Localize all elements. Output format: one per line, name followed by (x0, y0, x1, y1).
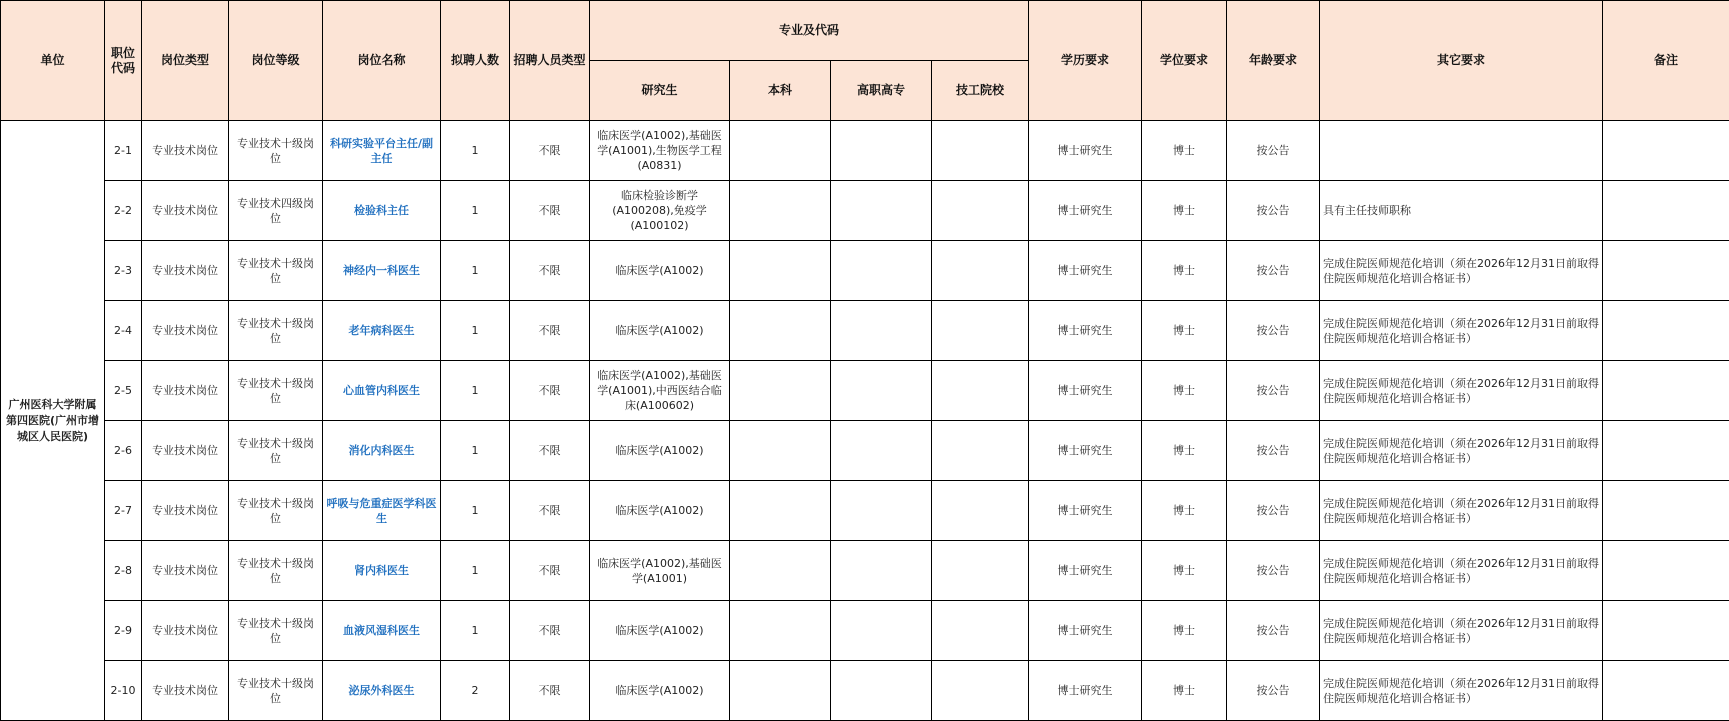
header-category: 招聘人员类型 (510, 1, 590, 121)
grad-major-cell: 临床医学(A1002) (590, 301, 730, 361)
level-cell: 专业技术十级岗位 (229, 421, 323, 481)
bachelor-cell (730, 241, 831, 301)
technical-cell (932, 301, 1029, 361)
category-cell: 不限 (510, 421, 590, 481)
position-name-cell: 检验科主任 (323, 181, 441, 241)
grad-major-cell: 临床医学(A1002),基础医学(A1001),生物医学工程(A0831) (590, 121, 730, 181)
unit-name-cell: 广州医科大学附属第四医院(广州市增城区人民医院) (1, 121, 105, 721)
degree-cell: 博士 (1142, 481, 1227, 541)
code-cell: 2-9 (105, 601, 142, 661)
education-cell: 博士研究生 (1029, 421, 1142, 481)
type-cell: 专业技术岗位 (142, 301, 229, 361)
education-cell: 博士研究生 (1029, 181, 1142, 241)
table-row (1, 361, 1729, 421)
degree-cell: 博士 (1142, 541, 1227, 601)
count-cell: 1 (441, 421, 510, 481)
remark-cell (1603, 541, 1729, 601)
technical-cell (932, 421, 1029, 481)
bachelor-cell (730, 181, 831, 241)
age-cell: 按公告 (1227, 601, 1320, 661)
header-remark: 备注 (1603, 1, 1729, 121)
table-row (1, 241, 1729, 301)
table-body (1, 121, 1729, 721)
position-name-cell: 科研实验平台主任/副主任 (323, 121, 441, 181)
header-age: 年龄要求 (1227, 1, 1320, 121)
header-unit: 单位 (1, 1, 105, 121)
header-count: 拟聘人数 (441, 1, 510, 121)
degree-cell: 博士 (1142, 301, 1227, 361)
code-cell: 2-10 (105, 661, 142, 721)
degree-cell: 博士 (1142, 121, 1227, 181)
vocational-cell (831, 661, 932, 721)
bachelor-cell (730, 301, 831, 361)
remark-cell (1603, 361, 1729, 421)
other-requirement-cell: 完成住院医师规范化培训（须在2026年12月31日前取得住院医师规范化培训合格证书） (1320, 481, 1603, 541)
category-cell: 不限 (510, 601, 590, 661)
technical-cell (932, 361, 1029, 421)
remark-cell (1603, 301, 1729, 361)
table-row (1, 121, 1729, 181)
vocational-cell (831, 361, 932, 421)
code-cell: 2-1 (105, 121, 142, 181)
education-cell: 博士研究生 (1029, 121, 1142, 181)
age-cell: 按公告 (1227, 421, 1320, 481)
remark-cell (1603, 121, 1729, 181)
category-cell: 不限 (510, 481, 590, 541)
remark-cell (1603, 661, 1729, 721)
type-cell: 专业技术岗位 (142, 361, 229, 421)
table-row (1, 661, 1729, 721)
position-name-cell: 心血管内科医生 (323, 361, 441, 421)
code-cell: 2-2 (105, 181, 142, 241)
level-cell: 专业技术十级岗位 (229, 241, 323, 301)
degree-cell: 博士 (1142, 421, 1227, 481)
count-cell: 1 (441, 181, 510, 241)
vocational-cell (831, 421, 932, 481)
level-cell: 专业技术十级岗位 (229, 361, 323, 421)
category-cell: 不限 (510, 301, 590, 361)
level-cell: 专业技术十级岗位 (229, 121, 323, 181)
education-cell: 博士研究生 (1029, 301, 1142, 361)
count-cell: 1 (441, 241, 510, 301)
technical-cell (932, 481, 1029, 541)
vocational-cell (831, 301, 932, 361)
education-cell: 博士研究生 (1029, 241, 1142, 301)
type-cell: 专业技术岗位 (142, 661, 229, 721)
header-type: 岗位类型 (142, 1, 229, 121)
header-education: 学历要求 (1029, 1, 1142, 121)
other-requirement-cell: 完成住院医师规范化培训（须在2026年12月31日前取得住院医师规范化培训合格证书） (1320, 241, 1603, 301)
age-cell: 按公告 (1227, 121, 1320, 181)
type-cell: 专业技术岗位 (142, 481, 229, 541)
position-name-cell: 肾内科医生 (323, 541, 441, 601)
table-row (1, 301, 1729, 361)
category-cell: 不限 (510, 241, 590, 301)
type-cell: 专业技术岗位 (142, 421, 229, 481)
position-name-cell: 泌尿外科医生 (323, 661, 441, 721)
other-requirement-cell: 完成住院医师规范化培训（须在2026年12月31日前取得住院医师规范化培训合格证书） (1320, 301, 1603, 361)
other-requirement-cell: 完成住院医师规范化培训（须在2026年12月31日前取得住院医师规范化培训合格证书） (1320, 601, 1603, 661)
header-bachelor: 本科 (730, 61, 831, 121)
remark-cell (1603, 241, 1729, 301)
header-technical: 技工院校 (932, 61, 1029, 121)
age-cell: 按公告 (1227, 481, 1320, 541)
grad-major-cell: 临床医学(A1002),基础医学(A1001) (590, 541, 730, 601)
other-requirement-cell: 完成住院医师规范化培训（须在2026年12月31日前取得住院医师规范化培训合格证书） (1320, 661, 1603, 721)
count-cell: 2 (441, 661, 510, 721)
code-cell: 2-7 (105, 481, 142, 541)
header-name: 岗位名称 (323, 1, 441, 121)
bachelor-cell (730, 601, 831, 661)
grad-major-cell: 临床医学(A1002) (590, 421, 730, 481)
code-cell: 2-3 (105, 241, 142, 301)
technical-cell (932, 661, 1029, 721)
technical-cell (932, 181, 1029, 241)
bachelor-cell (730, 661, 831, 721)
header-major-group: 专业及代码 (590, 1, 1029, 61)
level-cell: 专业技术四级岗位 (229, 181, 323, 241)
table-row (1, 481, 1729, 541)
remark-cell (1603, 481, 1729, 541)
technical-cell (932, 241, 1029, 301)
vocational-cell (831, 121, 932, 181)
grad-major-cell: 临床医学(A1002) (590, 661, 730, 721)
level-cell: 专业技术十级岗位 (229, 301, 323, 361)
education-cell: 博士研究生 (1029, 661, 1142, 721)
vocational-cell (831, 601, 932, 661)
table-row (1, 541, 1729, 601)
level-cell: 专业技术十级岗位 (229, 541, 323, 601)
grad-major-cell: 临床医学(A1002) (590, 241, 730, 301)
technical-cell (932, 541, 1029, 601)
age-cell: 按公告 (1227, 181, 1320, 241)
remark-cell (1603, 421, 1729, 481)
code-cell: 2-8 (105, 541, 142, 601)
education-cell: 博士研究生 (1029, 361, 1142, 421)
table-row (1, 181, 1729, 241)
header-degree: 学位要求 (1142, 1, 1227, 121)
code-cell: 2-6 (105, 421, 142, 481)
age-cell: 按公告 (1227, 541, 1320, 601)
degree-cell: 博士 (1142, 361, 1227, 421)
header-other: 其它要求 (1320, 1, 1603, 121)
degree-cell: 博士 (1142, 181, 1227, 241)
type-cell: 专业技术岗位 (142, 241, 229, 301)
grad-major-cell: 临床检验诊断学(A100208),免疫学(A100102) (590, 181, 730, 241)
vocational-cell (831, 241, 932, 301)
type-cell: 专业技术岗位 (142, 121, 229, 181)
degree-cell: 博士 (1142, 661, 1227, 721)
degree-cell: 博士 (1142, 601, 1227, 661)
technical-cell (932, 121, 1029, 181)
degree-cell: 博士 (1142, 241, 1227, 301)
count-cell: 1 (441, 361, 510, 421)
position-name-cell: 血液风湿科医生 (323, 601, 441, 661)
remark-cell (1603, 181, 1729, 241)
age-cell: 按公告 (1227, 661, 1320, 721)
education-cell: 博士研究生 (1029, 541, 1142, 601)
other-requirement-cell: 完成住院医师规范化培训（须在2026年12月31日前取得住院医师规范化培训合格证书） (1320, 541, 1603, 601)
header-code: 职位代码 (105, 1, 142, 121)
count-cell: 1 (441, 601, 510, 661)
count-cell: 1 (441, 541, 510, 601)
type-cell: 专业技术岗位 (142, 601, 229, 661)
bachelor-cell (730, 361, 831, 421)
bachelor-cell (730, 421, 831, 481)
vocational-cell (831, 181, 932, 241)
level-cell: 专业技术十级岗位 (229, 481, 323, 541)
education-cell: 博士研究生 (1029, 481, 1142, 541)
age-cell: 按公告 (1227, 241, 1320, 301)
position-name-cell: 老年病科医生 (323, 301, 441, 361)
header-grad: 研究生 (590, 61, 730, 121)
position-name-cell: 神经内一科医生 (323, 241, 441, 301)
category-cell: 不限 (510, 541, 590, 601)
grad-major-cell: 临床医学(A1002),基础医学(A1001),中西医结合临床(A100602) (590, 361, 730, 421)
count-cell: 1 (441, 301, 510, 361)
count-cell: 1 (441, 121, 510, 181)
header-level: 岗位等级 (229, 1, 323, 121)
technical-cell (932, 601, 1029, 661)
remark-cell (1603, 601, 1729, 661)
category-cell: 不限 (510, 121, 590, 181)
category-cell: 不限 (510, 181, 590, 241)
level-cell: 专业技术十级岗位 (229, 661, 323, 721)
code-cell: 2-5 (105, 361, 142, 421)
table-row (1, 601, 1729, 661)
other-requirement-cell (1320, 121, 1603, 181)
other-requirement-cell: 具有主任技师职称 (1320, 181, 1603, 241)
education-cell: 博士研究生 (1029, 601, 1142, 661)
count-cell: 1 (441, 481, 510, 541)
age-cell: 按公告 (1227, 301, 1320, 361)
bachelor-cell (730, 121, 831, 181)
other-requirement-cell: 完成住院医师规范化培训（须在2026年12月31日前取得住院医师规范化培训合格证书） (1320, 421, 1603, 481)
position-name-cell: 消化内科医生 (323, 421, 441, 481)
vocational-cell (831, 541, 932, 601)
header-vocational: 高职高专 (831, 61, 932, 121)
code-cell: 2-4 (105, 301, 142, 361)
bachelor-cell (730, 541, 831, 601)
type-cell: 专业技术岗位 (142, 541, 229, 601)
bachelor-cell (730, 481, 831, 541)
table-row (1, 421, 1729, 481)
position-name-cell: 呼吸与危重症医学科医生 (323, 481, 441, 541)
category-cell: 不限 (510, 661, 590, 721)
grad-major-cell: 临床医学(A1002) (590, 601, 730, 661)
category-cell: 不限 (510, 361, 590, 421)
level-cell: 专业技术十级岗位 (229, 601, 323, 661)
type-cell: 专业技术岗位 (142, 181, 229, 241)
other-requirement-cell: 完成住院医师规范化培训（须在2026年12月31日前取得住院医师规范化培训合格证书） (1320, 361, 1603, 421)
age-cell: 按公告 (1227, 361, 1320, 421)
grad-major-cell: 临床医学(A1002) (590, 481, 730, 541)
vocational-cell (831, 481, 932, 541)
